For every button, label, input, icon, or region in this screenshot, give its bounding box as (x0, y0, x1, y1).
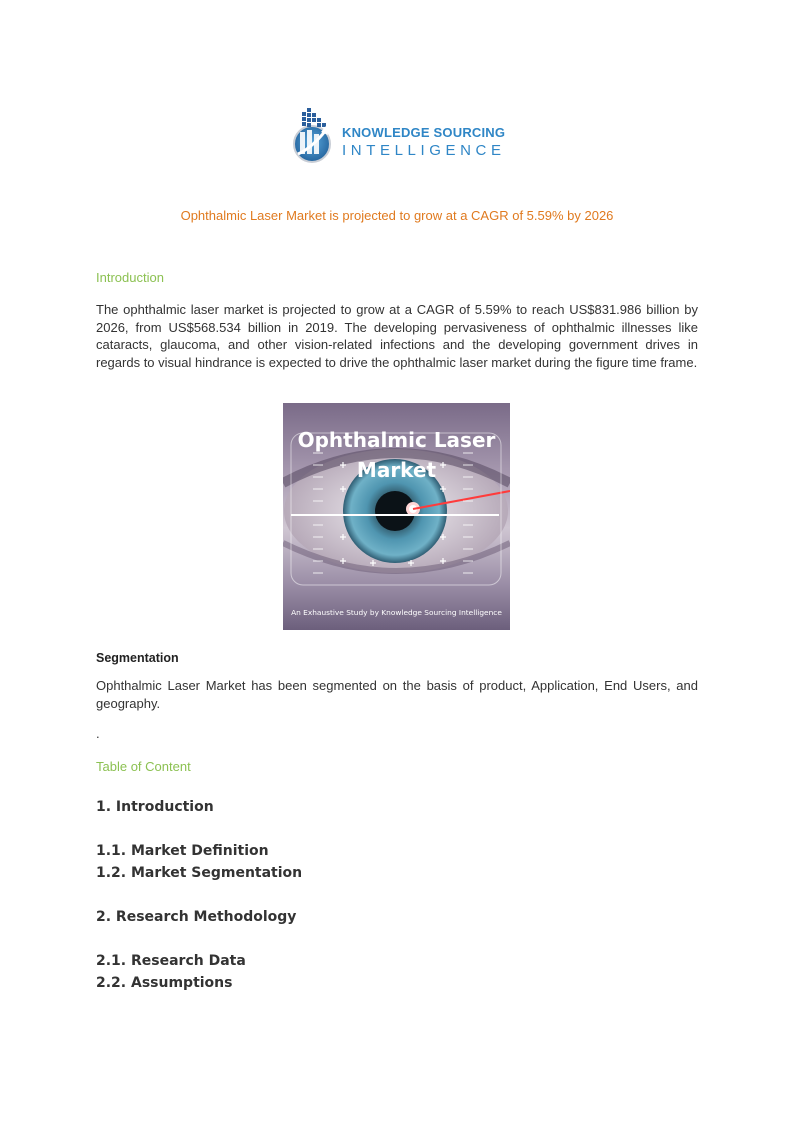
toc-item: 1.1. Market Definition (96, 843, 269, 859)
introduction-paragraph: The ophthalmic laser market is projected to grow at a CAGR of 5.59% to reach US$831.986 billion by 2026, from US$568.534 billion in 2019. The developing pervasiveness of ophthalmic illnesses like cataracts, glaucoma, and other vision-related infections and the developing government drives in regards to visual hindrance is expected to drive the ophthalmic laser market during the figure time frame. (96, 302, 698, 370)
hero-caption: An Exhaustive Study by Knowledge Sourcing Intelligence (291, 608, 502, 617)
toc-item: 1.2. Market Segmentation (96, 865, 303, 881)
hero-title-line2: Market (356, 458, 437, 482)
hero-title-line1: Ophthalmic Laser (297, 428, 496, 452)
separator-dot: . (96, 726, 100, 741)
toc-item: 2.1. Research Data (96, 953, 246, 969)
toc-item: 2. Research Methodology (96, 909, 297, 925)
segmentation-paragraph: Ophthalmic Laser Market has been segmented on the basis of product, Application, End Users, and geography. (96, 678, 698, 711)
toc-item: 2.2. Assumptions (96, 975, 233, 991)
hero-image (283, 403, 510, 630)
logo-mark-icon (290, 104, 340, 166)
logo-text-line2: INTELLIGENCE (342, 142, 506, 159)
page-headline: Ophthalmic Laser Market is projected to grow at a CAGR of 5.59% by 2026 (180, 208, 614, 223)
toc-item: 1. Introduction (96, 799, 214, 815)
segmentation-heading: Segmentation (96, 651, 179, 665)
introduction-heading: Introduction (96, 270, 164, 285)
toc-heading: Table of Content (96, 759, 191, 774)
company-logo (290, 104, 510, 166)
logo-text-line1: KNOWLEDGE SOURCING (342, 125, 506, 140)
eye-illustration (283, 403, 510, 630)
